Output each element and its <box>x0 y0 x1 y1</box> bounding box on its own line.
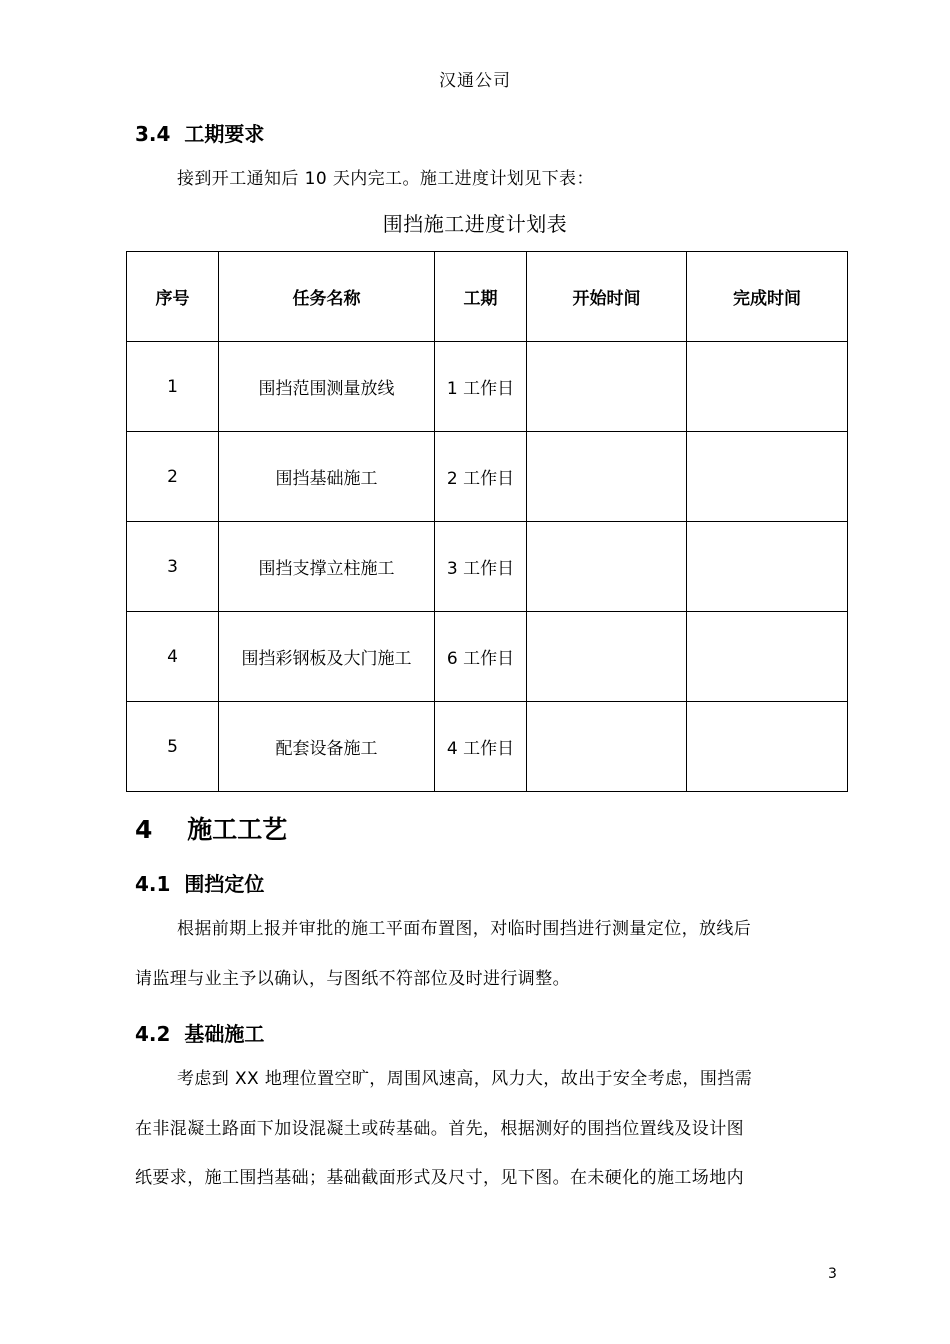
section-4-2-heading <box>135 1018 264 1047</box>
paragraph-line: 考虑到 XX 地理位置空旷，周围风速高，风力大，故出于安全考虑，围挡需 <box>177 1069 753 1089</box>
section-4-1-heading <box>135 868 264 897</box>
table-row <box>127 702 848 792</box>
table-row <box>127 342 848 432</box>
cell-duration: 4 工作日 <box>435 702 527 792</box>
cell-end <box>687 522 848 612</box>
cell-start <box>527 702 687 792</box>
paragraph-line: 根据前期上报并审批的施工平面布置图，对临时围挡进行测量定位，放线后 <box>177 919 752 939</box>
section-title: 施工工艺 <box>187 815 288 844</box>
cell-end <box>687 432 848 522</box>
column-header-end: 完成时间 <box>687 252 848 342</box>
table-row <box>127 522 848 612</box>
section-number: 4.1 <box>135 872 171 896</box>
cell-duration: 1 工作日 <box>435 342 527 432</box>
paragraph-line: 请监理与业主予以确认，与图纸不符部位及时进行调整。 <box>135 969 570 989</box>
section-title: 基础施工 <box>184 1022 265 1046</box>
cell-end <box>687 342 848 432</box>
cell-no: 5 <box>127 702 219 792</box>
cell-task: 围挡基础施工 <box>219 432 435 522</box>
cell-duration: 2 工作日 <box>435 432 527 522</box>
page-number: 3 <box>828 1266 837 1282</box>
cell-no: 1 <box>127 342 219 432</box>
cell-end <box>687 702 848 792</box>
cell-start <box>527 522 687 612</box>
cell-task: 围挡范围测量放线 <box>219 342 435 432</box>
paragraph-line: 在非混凝土路面下加设混凝土或砖基础。首先，根据测好的围挡位置线及设计图 <box>135 1119 744 1139</box>
paragraph-line: 纸要求，施工围挡基础；基础截面形式及尺寸，见下图。在未硬化的施工场地内 <box>135 1168 744 1188</box>
table-header-row <box>127 252 848 342</box>
table-row <box>127 612 848 702</box>
column-header-no: 序号 <box>127 252 219 342</box>
section-3-4-heading <box>135 118 264 147</box>
cell-no: 2 <box>127 432 219 522</box>
cell-end <box>687 612 848 702</box>
cell-duration: 3 工作日 <box>435 522 527 612</box>
section-title: 工期要求 <box>184 122 265 146</box>
section-title: 围挡定位 <box>184 872 265 896</box>
page-header: 汉通公司 <box>439 71 511 91</box>
column-header-duration: 工期 <box>435 252 527 342</box>
section-number: 4 <box>135 815 153 844</box>
section-number: 4.2 <box>135 1022 171 1046</box>
section-4-heading <box>135 810 287 846</box>
cell-task: 围挡彩钢板及大门施工 <box>219 612 435 702</box>
column-header-task: 任务名称 <box>219 252 435 342</box>
cell-start <box>527 432 687 522</box>
cell-task: 配套设备施工 <box>219 702 435 792</box>
cell-no: 3 <box>127 522 219 612</box>
schedule-table <box>126 251 848 792</box>
column-header-start: 开始时间 <box>527 252 687 342</box>
cell-start <box>527 612 687 702</box>
table-caption: 围挡施工进度计划表 <box>382 212 568 236</box>
paragraph-line: 接到开工通知后 10 天内完工。施工进度计划见下表： <box>177 169 594 189</box>
cell-duration: 6 工作日 <box>435 612 527 702</box>
section-number: 3.4 <box>135 122 171 146</box>
table-row <box>127 432 848 522</box>
cell-task: 围挡支撑立柱施工 <box>219 522 435 612</box>
cell-start <box>527 342 687 432</box>
cell-no: 4 <box>127 612 219 702</box>
